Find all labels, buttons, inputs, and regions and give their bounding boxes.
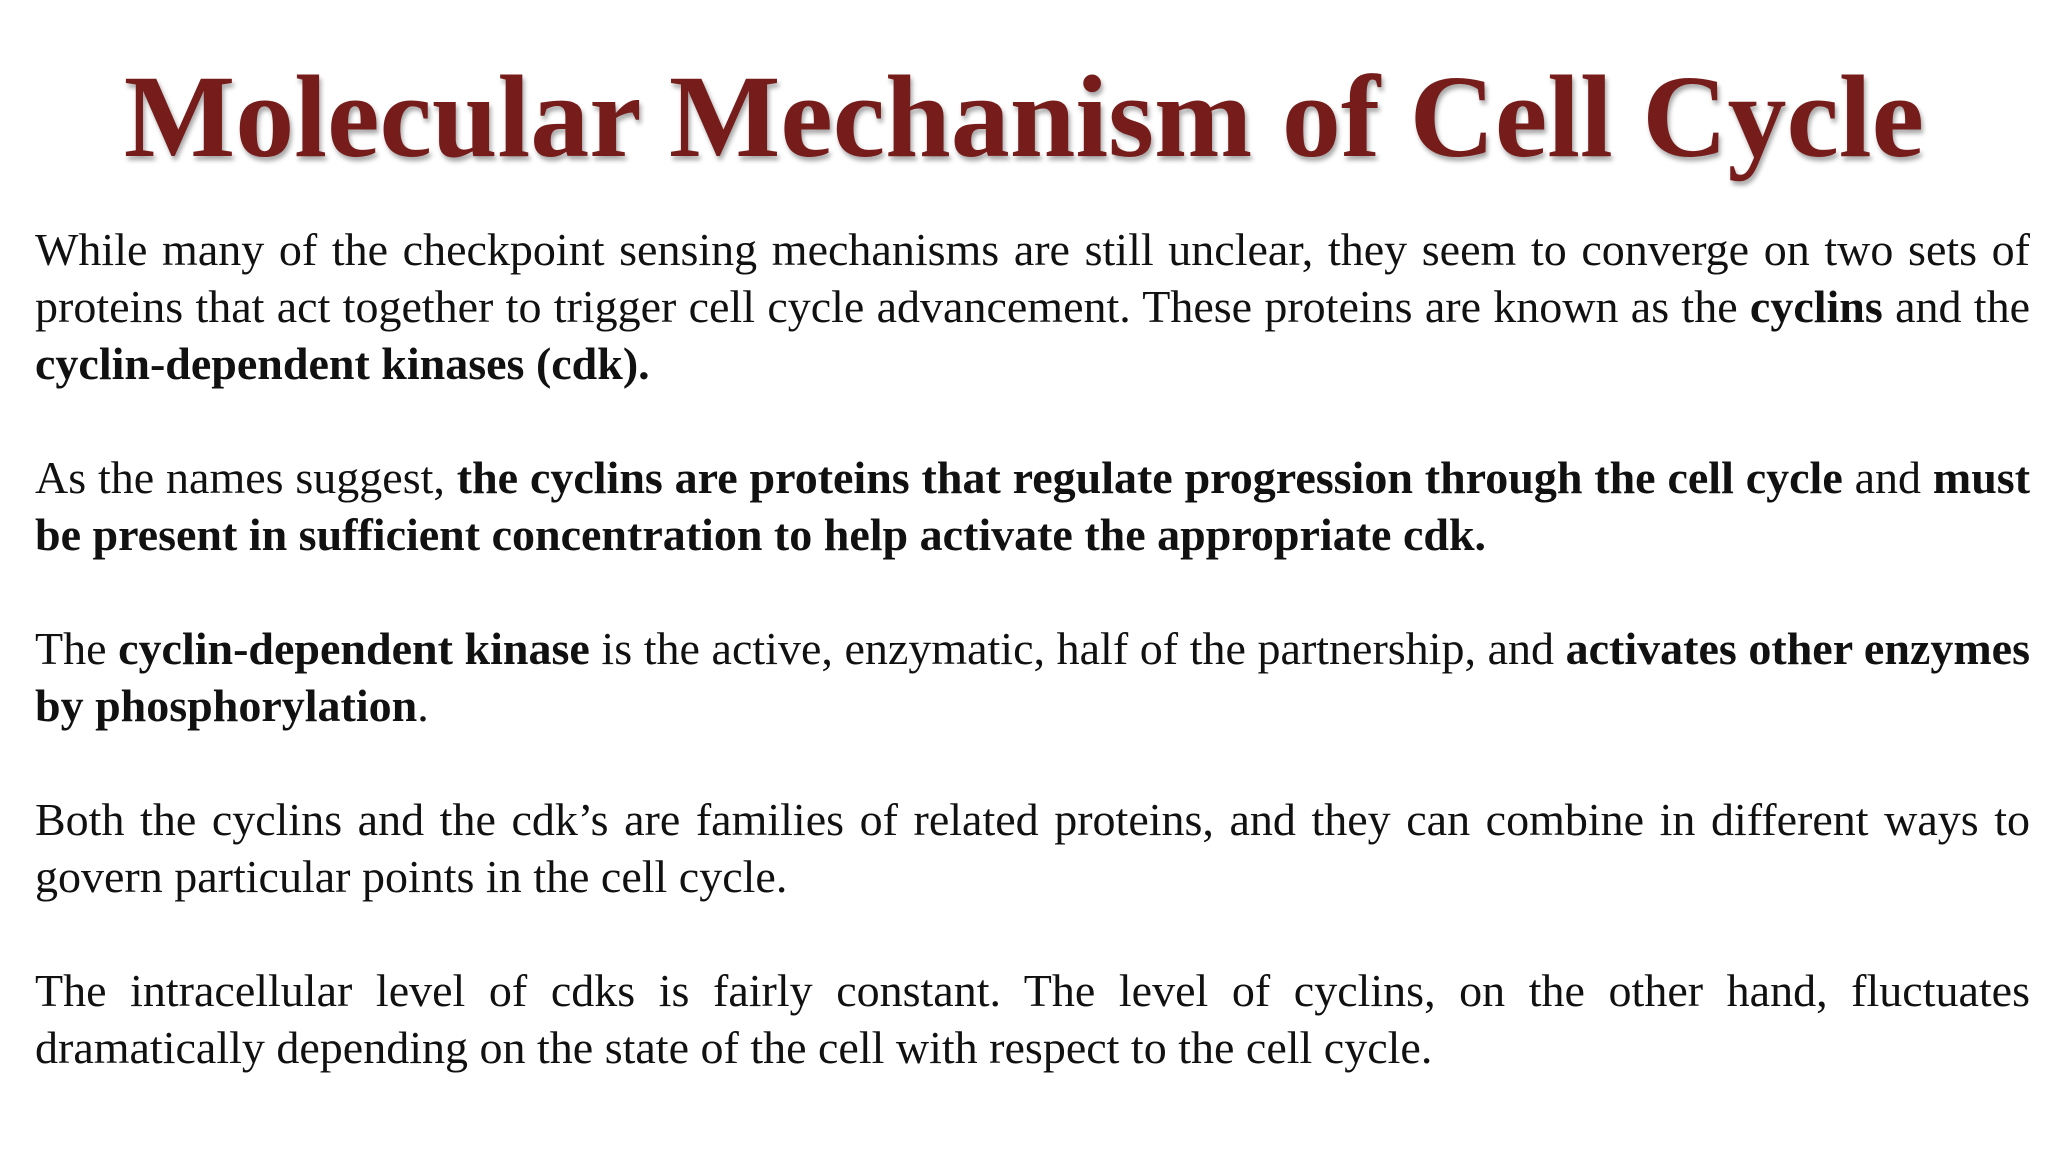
text-run: and the xyxy=(1882,281,2030,332)
bold-activates-phosphorylation: activates other enzymes by phosphorylation xyxy=(35,623,2030,731)
bold-term-cyclins: cyclins xyxy=(1749,281,1883,332)
slide-title: Molecular Mechanism of Cell Cycle xyxy=(123,51,1925,182)
paragraph-protein-families xyxy=(35,791,2030,905)
text-run: As the names suggest, xyxy=(35,452,457,503)
paragraph-levels xyxy=(35,962,2030,1076)
text-run: The intracellular level of cdks is fairly constant. The level of cyclins, on the other hand, fluctuates dramatically depending on the state of the cell with respect to the cell cycle. xyxy=(35,965,2030,1073)
text-run: While many of the checkpoint sensing mechanisms are still unclear, they seem to converge on two sets of proteins that act together to trigger cell cycle advancement. These proteins are known as the xyxy=(35,224,2030,332)
paragraph-checkpoint-convergence xyxy=(35,221,2030,392)
bold-sufficient-concentration: must be present in sufficient concentration to help activate the appropriate cdk. xyxy=(35,452,2031,560)
paragraph-cyclins-role xyxy=(35,449,2030,563)
bold-term-cdk: cyclin-dependent kinases (cdk). xyxy=(35,338,650,389)
text-run: . xyxy=(417,680,429,731)
bold-term-cyclin-dependent-kinase: cyclin-dependent kinase xyxy=(118,623,590,674)
text-run: The xyxy=(35,623,119,674)
paragraph-cdk-role xyxy=(35,620,2030,734)
text-run: and xyxy=(1842,452,1933,503)
bold-cyclins-regulate: the cyclins are proteins that regulate progression through the cell cycle xyxy=(456,452,1843,503)
text-run: is the active, enzymatic, half of the partnership, and xyxy=(589,623,1566,674)
text-run: Both the cyclins and the cdk’s are families of related proteins, and they can combine in different ways to govern particular points in the cell cycle. xyxy=(35,794,2030,902)
slide-body xyxy=(35,221,2030,1076)
